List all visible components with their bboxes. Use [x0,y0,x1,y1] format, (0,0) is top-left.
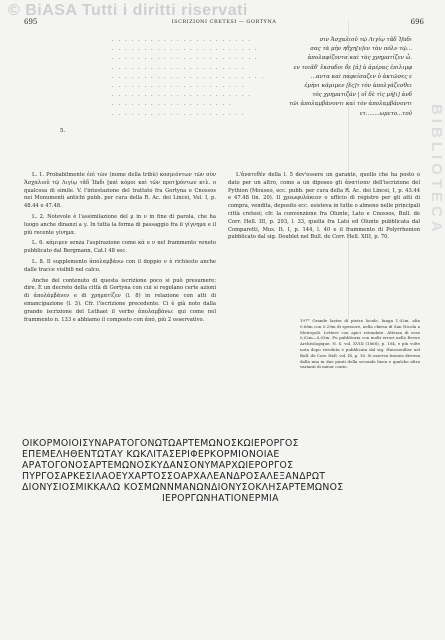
page-number-right: 696 [410,18,424,26]
majuscule-inscription [22,438,432,504]
inscription-line: ΠΥΡΓΟΣΑΡΚΕΣΙΛΑΟΕΥΧΑΡΤΟΣΣΟΑΡΧΑΛΕΑΝΔΡΟΣΑΛΕΞΑΝΔΡΩΤ [22,471,326,482]
page-header [24,16,424,28]
commentary-paragraph: L. 6. κάμιμεν senza l'aspirazione come κὰ e ν nel frammento veneto pubblicato dal Bergmann, Cat.I 48 sec. [24,240,216,255]
commentary-paragraph: L. 8. Il supplemento ἀπολαμβάνω con il doppio ν è richiesto anche dalle tracce visibili nel calco. [24,258,216,273]
greek-line: . . . . . . . . . . . . . . . . . . . . . . σιν Ἀσχαλιοῦ τῷ Λιγίῳ τᾶδ Ἰfaδι [112,37,412,43]
inscription-line: ΕΠΕΜΕΛΗΘΕΝΤΩΤΑΥ ΚΩΚΛΙΤΑΣΕΡΙΦΕΡΚΟΡΜΙΟΝΟΙΑΕ [22,449,280,460]
line-number: 5. [60,128,66,134]
greek-line: . . . . . . . . . . . . . . . . . . . . . . . σας τὰ μὴν ηθχη[ν]εν τὰν πόλν τῷ... [112,46,412,53]
inscription-line: ΑΡΑΤΟΓΟΝΟΣΑΡΤΕΜΩΝΟΣΚΥΔΑΝΣΟΝΥΜΑΡΧΩΙΕΡΟΡΓΟΣ [22,460,294,471]
inscription-line: ΔΙΟΝΥΣΙΟΣΜΙΚΚΑΛΩ ΚΟΣΜΩΝΝΜΑΝΩΝΔΙΟΝΥΣΟΚΛΗΣΑΡΤΕΜΩΝΟΣ [22,482,344,493]
copyright-watermark: © BiASA Tutti i diritti riservati [8,2,248,19]
greek-line: . . . . . . . . . . . . . . . . . . . . . . . . ...αντα καὶ παφείσαζεν ὁ ἀκτῶσες ε [112,73,412,80]
greek-line: . . . . . . . . . . . . . . . . . . . . . . . ἀπολαφίζοντα καὶ τὰς χρηματίζεν ὦ. [112,55,412,62]
greek-line: . . . . . . . . . . . . . . . . . . . . . εν τοιᾶδ' ἔκσαδοι δε [ἁ] ἁ ἀμέρας ἐπιλιμφ [112,64,412,71]
greek-text-block [112,36,412,119]
greek-line: . . . . . . . . . . . . . . . . . . . . . ετ........ωμετο...τοῦ [112,110,412,117]
inscription-footnote: 197* Grande lastra di pietra locale, lunga 1.02m, alta 0.68m con 0.29m di spessore, nella chiesa di San Nicola a Metropoli. Lettere con apici rotondate. Altezza di esse 0,02m—0,03m. Fu pubblicata con molti errori nella Revue Archéologique, N. S. vol. XVIII (1868), p. 104, e più volte nota dopo riveduta e pubblicata dal sig. Haussoullier nel Bull. de Corr. Hell. vol. IX, p. 18. Si osserva lezione diversa dalla mia in due punti della seconda linea e qualche altra varianti di minor conto. [300,318,420,370]
commentary-paragraph: L. 1. Probabilmente ἐπὶ τῶν (nome della tribù) κοσμιόντων τῶν σὺν Ἀσχαλιοῦ τῷ Λιγίῳ τᾶδ Ἰfaδι [καὶ κόμοι καὶ τῶν προτ]ρόντων κτλ. o qualcosa di simile. V. l'intestazione del trattato fra Gortyna e Cnossos nei Monumenti antichi pubb. per cura della R. Ac. dei Lincei, Vol. I, p. 48.44 e 47.48. [24,172,216,210]
inscription-line: ΙΕΡΟΡΓΩΝΗΑΤΙΟΝΕΡΜΙΑ [162,493,279,504]
commentary-left-column [24,172,216,327]
commentary-paragraph: Anche del contenuto di questa iscrizione poco si può presumere; dire. È un decreto della città di Gortyna con cui si regolano certe azioni di ἀπολάμβάνεν e di χρηματίζεν (l. 8) in relazione con atti di emancipazione (l. 3). Cfr. l'iscrizione precedente. Ci è già noto dalla grande iscrizione del Lethaei il verbo ἀπολαμβάνω: qui come nel frammento n. 133 e abbiamo il composto con ἀπό, più 2 osservativo. [24,277,216,323]
commentary-paragraph: L'ἀνατεθέν della l. 5 dev'essere un garante, quello che ha posto o dato per un altro, come a un diposeo gli ἀνατίσαν dell'iscrizione del Pythion (Mouseo, ecc. pubb. per cura della R. Ac. dei Lincei, I, p. 43.44 e 47.48 lin. 20). Il χρεωφυλάκιον o ufficio di registro per gli atti di compra, vendita, deposito ecc. esisteva in tutte o almeno nelle principali città cretesi; cfr. la convenzione fra Olunte, Lato e Cnossos, Bull. de Corr. Hell. III, p. 293, l. 33, quella fra Lato ed Olunte pubblicata dal Comparetti, Mus. It. I, p. 144, l. 40 e il frammento di Polyrrhenion pubblicato dal sig. Doublet nel Bull. de Corr. Hell. XIII, p. 70. [228,172,420,241]
page-number-left: 695 [24,18,38,26]
running-title: ISCRIZIONI CRETESI — GORTYNA [171,19,277,25]
inscription-line: ΟΙΚΟΡΜΟΙΟΙΣΥΝΑΡΑΤΟΓΟΝΩΤΩΑΡΤΕΜΩΝΟΣΚΩΙΕΡΟΡΓΟΣ [22,438,299,449]
greek-line: . . . . . . . . . . . . . . . . . . . τῶι ἀπολαμβάνοντι καὶ τὸν ἀπολαμβάνοντι [112,101,412,108]
greek-line: . . . . . . . . . . . . . . . . . . . . . . τὸς χρηματιζάν | οἳ δὲ τὶς μὴ[ι] ἀνδ [112,92,412,99]
library-stamp: BIBLIOTECA [348,20,445,320]
commentary-paragraph: L. 2. Notevole è l'assimilazione del μ in ν in fine di parola, che ha luogo anche dinanzi a γ. In tutta la forma di passaggio fra il γίγνημα e il più recente γίνημα. [24,213,216,236]
commentary-right-column [228,172,420,245]
greek-line: . . . . . . . . . . . . . . . . . . . . . ἐμὴνι κάμιμεν [ἔς]τ τὸν ἀπολγάζεσθει [112,83,412,90]
